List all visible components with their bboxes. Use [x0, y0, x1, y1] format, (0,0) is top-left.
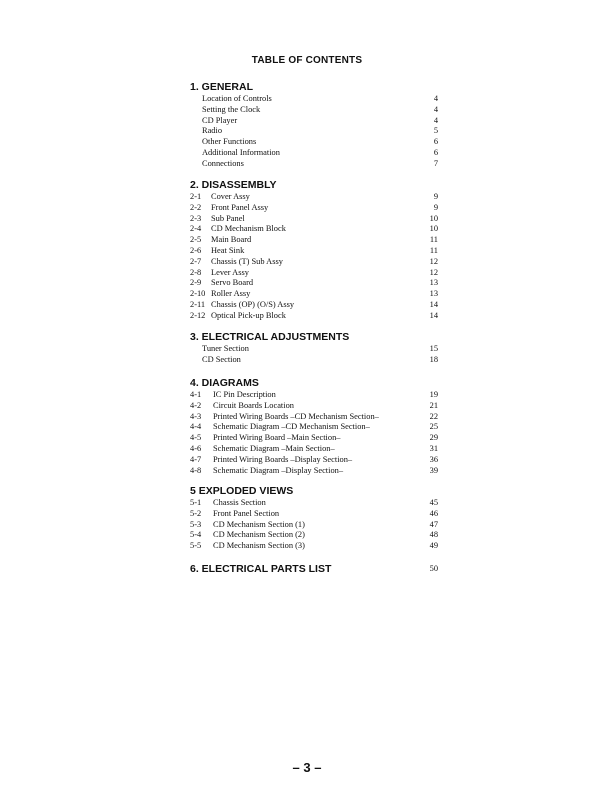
- entry-label: Cover Assy: [211, 192, 250, 201]
- entry-label: Chassis (T) Sub Assy: [211, 256, 283, 266]
- entry-number: 2-5: [190, 235, 202, 245]
- entry-page: 11: [429, 245, 438, 255]
- entry-page: 47: [429, 519, 438, 529]
- toc-entry[interactable]: [190, 126, 438, 137]
- entry-label: Schematic Diagram –Main Section–: [213, 443, 335, 453]
- entry-label: Front Panel Assy: [211, 202, 269, 212]
- toc-entry[interactable]: [190, 455, 438, 466]
- entry-label: Setting the Clock: [202, 104, 261, 114]
- toc-entry[interactable]: [190, 520, 438, 531]
- entry-label: Printed Wiring Boards –Display Section–: [213, 454, 353, 464]
- toc-section-electrical-parts-list[interactable]: [190, 562, 438, 576]
- page-title: TABLE OF CONTENTS: [251, 55, 363, 66]
- entry-label: Roller Assy: [211, 289, 251, 299]
- entry-number: 2-6: [190, 245, 202, 255]
- entry-label: Printed Wiring Board –Main Section–: [213, 433, 341, 443]
- entry-page: 46: [429, 508, 438, 518]
- entry-page: 13: [429, 289, 438, 299]
- toc-entry[interactable]: [190, 498, 438, 509]
- entry-number: 4-5: [190, 433, 202, 443]
- toc-entry[interactable]: [190, 148, 438, 159]
- entry-label: Tuner Section: [202, 344, 249, 353]
- entry-number: 2-7: [190, 256, 202, 266]
- toc-entry[interactable]: [190, 203, 438, 214]
- entry-label: Schematic Diagram –Display Section–: [213, 465, 344, 475]
- section-heading-text: 6. ELECTRICAL PARTS LIST: [190, 563, 332, 575]
- toc-entry[interactable]: [190, 116, 438, 127]
- entry-label: CD Mechanism Section (3): [213, 541, 305, 551]
- entry-label: CD Mechanism Section (1): [213, 519, 305, 529]
- toc-entry[interactable]: [190, 344, 438, 355]
- entry-number: 4-3: [190, 411, 202, 421]
- entry-label: Front Panel Section: [213, 508, 280, 518]
- toc-entry[interactable]: [190, 466, 438, 477]
- entry-page: 10: [429, 224, 438, 234]
- entry-page: 6: [433, 137, 438, 147]
- toc-entry[interactable]: [190, 444, 438, 455]
- entry-label: Servo Board: [211, 278, 254, 288]
- entry-page: 4: [433, 104, 438, 114]
- entry-number: 4-6: [190, 443, 202, 453]
- entry-number: 5-1: [190, 498, 202, 507]
- entry-page: 4: [433, 115, 438, 125]
- section-heading: 1. GENERAL: [190, 81, 254, 93]
- toc-entry[interactable]: [190, 268, 438, 279]
- section-heading: 5 EXPLODED VIEWS: [190, 485, 294, 497]
- section-heading: 3. ELECTRICAL ADJUSTMENTS: [190, 331, 350, 343]
- entry-number: 2-4: [190, 224, 202, 234]
- toc-entry[interactable]: [190, 94, 438, 105]
- page-number: – 3 –: [292, 760, 322, 775]
- entry-number: 5-2: [190, 508, 202, 518]
- entry-page: 49: [429, 541, 438, 551]
- section-heading: 4. DIAGRAMS: [190, 377, 259, 389]
- entry-label: Radio: [202, 126, 223, 136]
- toc-entry[interactable]: [190, 137, 438, 148]
- entry-label: Connections: [202, 158, 244, 168]
- toc-entry[interactable]: [190, 433, 438, 444]
- entry-label: CD Mechanism Section (2): [213, 530, 305, 540]
- entry-number: 2-2: [190, 202, 202, 212]
- entry-label: Schematic Diagram –CD Mechanism Section–: [213, 422, 370, 432]
- entry-page: 9: [433, 202, 438, 212]
- entry-label: Other Functions: [202, 137, 257, 147]
- entry-page: 29: [429, 433, 438, 443]
- entry-number: 2-1: [190, 192, 202, 201]
- toc-entry[interactable]: [190, 541, 438, 552]
- entry-label: CD Player: [202, 115, 238, 125]
- toc-entry[interactable]: [190, 159, 438, 170]
- entry-number: 2-10: [190, 289, 206, 299]
- entry-page: 12: [429, 256, 438, 266]
- entry-label: Lever Assy: [211, 267, 249, 277]
- toc-entry[interactable]: [190, 300, 438, 311]
- entry-page: 5: [433, 126, 438, 136]
- entry-page: 48: [429, 530, 438, 540]
- toc-entry[interactable]: [190, 401, 438, 412]
- entry-number: 2-9: [190, 278, 202, 288]
- toc-entry[interactable]: [190, 289, 438, 300]
- toc-entry[interactable]: [190, 257, 438, 268]
- toc-section-general: [190, 80, 438, 170]
- entry-label: Main Board: [211, 235, 252, 245]
- toc-entry[interactable]: [190, 214, 438, 225]
- entry-page: 39: [429, 465, 438, 475]
- entry-label: Chassis Section: [213, 498, 266, 507]
- toc-entry[interactable]: [190, 192, 438, 203]
- toc-entry[interactable]: [190, 530, 438, 541]
- entry-page: 12: [429, 267, 438, 277]
- entry-number: 2-3: [190, 213, 202, 223]
- toc-entry[interactable]: [190, 224, 438, 235]
- entry-number: 4-2: [190, 400, 202, 410]
- toc-section-disassembly: [190, 178, 438, 322]
- entry-page: 50: [429, 564, 438, 573]
- toc-entry[interactable]: [190, 235, 438, 246]
- entry-label: CD Section: [202, 354, 241, 364]
- section-heading: 2. DISASSEMBLY: [190, 179, 277, 191]
- entry-page: 31: [429, 443, 438, 453]
- entry-label: Circuit Boards Location: [213, 400, 294, 410]
- entry-page: 7: [433, 158, 438, 168]
- entry-page: 10: [429, 213, 438, 223]
- entry-page: 25: [429, 422, 438, 432]
- toc-entry[interactable]: [190, 246, 438, 257]
- entry-label: IC Pin Description: [213, 390, 276, 399]
- toc-entry[interactable]: [190, 509, 438, 520]
- toc-entry[interactable]: [190, 278, 438, 289]
- entry-label: Printed Wiring Boards –CD Mechanism Section–: [213, 411, 379, 421]
- entry-number: 5-3: [190, 519, 202, 529]
- entry-label: Heat Sink: [211, 245, 245, 255]
- entry-page: 36: [429, 454, 438, 464]
- section-heading: [190, 562, 438, 576]
- entry-number: 4-8: [190, 465, 202, 475]
- toc-entry[interactable]: [190, 355, 438, 366]
- toc-section-diagrams: [190, 376, 438, 476]
- entry-page: 9: [433, 192, 438, 201]
- entry-page: 15: [429, 344, 438, 353]
- toc-entry[interactable]: [190, 105, 438, 116]
- entry-number: 2-11: [190, 299, 206, 309]
- toc-entry[interactable]: [190, 422, 438, 433]
- entry-number: 4-4: [190, 422, 202, 432]
- toc-section-electrical-adjustments: [190, 330, 438, 366]
- entry-label: Sub Panel: [211, 213, 245, 223]
- entry-label: Optical Pick-up Block: [211, 310, 286, 320]
- entry-page: 21: [429, 400, 438, 410]
- entry-page: 18: [429, 354, 438, 364]
- entry-page: 4: [433, 94, 438, 103]
- entry-label: Chassis (OP) (O/S) Assy: [211, 299, 295, 309]
- entry-page: 22: [429, 411, 438, 421]
- entry-page: 11: [429, 235, 438, 245]
- entry-number: 2-12: [190, 310, 206, 320]
- entry-number: 2-8: [190, 267, 202, 277]
- entry-number: 5-4: [190, 530, 202, 540]
- entry-page: 13: [429, 278, 438, 288]
- entry-page: 45: [429, 498, 438, 507]
- entry-page: 14: [429, 310, 438, 320]
- entry-label: Additional Information: [202, 147, 280, 157]
- entry-page: 19: [429, 390, 438, 399]
- entry-number: 4-7: [190, 454, 202, 464]
- entry-number: 5-5: [190, 541, 202, 551]
- toc-entry[interactable]: [190, 311, 438, 322]
- entry-page: 6: [433, 147, 438, 157]
- entry-number: 4-1: [190, 390, 202, 399]
- entry-label: Location of Controls: [202, 94, 272, 103]
- entry-page: 14: [429, 299, 438, 309]
- toc-entry[interactable]: [190, 412, 438, 423]
- toc-entry[interactable]: [190, 390, 438, 401]
- toc-section-exploded-views: [190, 484, 438, 552]
- entry-label: CD Mechanism Block: [211, 224, 286, 234]
